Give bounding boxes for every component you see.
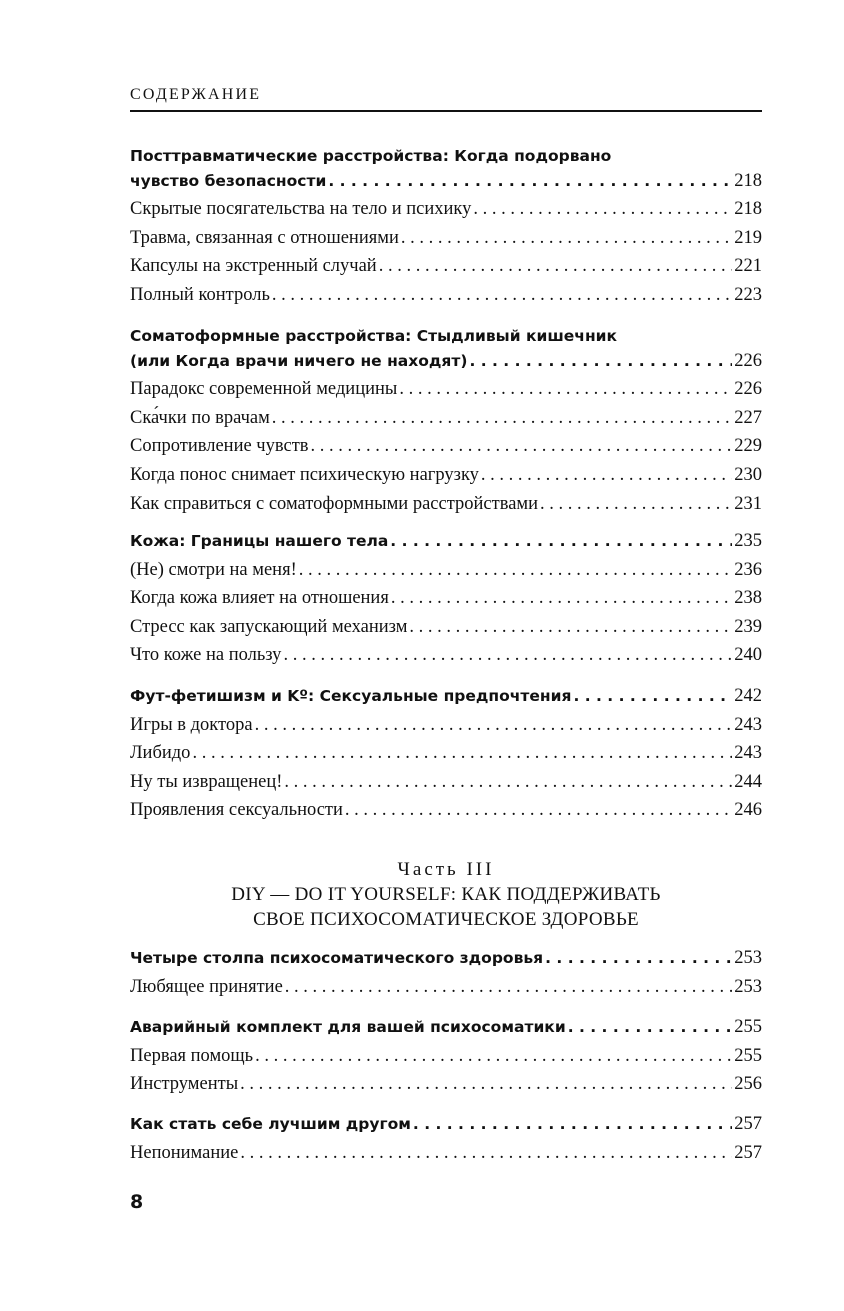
toc-chapter-heading-line1: Соматоформные расстройства: Стыдливый кишечник bbox=[130, 327, 618, 345]
toc-entry-page: 244 bbox=[734, 771, 762, 792]
toc-entry-page: 255 bbox=[734, 1045, 762, 1066]
toc-entry[interactable] bbox=[130, 645, 762, 674]
toc-entry[interactable] bbox=[130, 408, 762, 437]
leader-dots bbox=[545, 949, 732, 967]
toc-entry[interactable] bbox=[130, 465, 762, 494]
leader-dots bbox=[413, 1115, 732, 1133]
part-title-line1: DIY — DO IT YOURSELF: КАК ПОДДЕРЖИВАТЬ bbox=[231, 884, 661, 905]
toc-entry-title: Фут-фетишизм и Kº: Сексуальные предпочтения bbox=[130, 687, 572, 705]
toc-entry[interactable] bbox=[130, 1143, 762, 1172]
leader-dots bbox=[240, 1074, 732, 1095]
toc-entry-page: 235 bbox=[734, 531, 762, 551]
leader-dots bbox=[272, 285, 732, 306]
toc-entry[interactable] bbox=[130, 1074, 762, 1103]
toc-entry-title: Кожа: Границы нашего тела bbox=[130, 532, 389, 550]
toc-chapter-entry[interactable] bbox=[130, 1114, 762, 1143]
toc-entry-page: 238 bbox=[734, 588, 762, 609]
toc-group-four-pillars bbox=[130, 948, 762, 1005]
toc-entry-page: 218 bbox=[734, 170, 762, 191]
page-number: 8 bbox=[130, 1191, 144, 1213]
toc-entry[interactable] bbox=[130, 715, 762, 744]
toc-entry-title: Как справиться с соматоформными расстройствами bbox=[130, 493, 539, 514]
leader-dots bbox=[473, 199, 732, 220]
toc-entry[interactable] bbox=[130, 285, 762, 314]
toc-group-fetish bbox=[130, 686, 762, 829]
toc-entry-page: 227 bbox=[734, 407, 762, 428]
toc-entry-title: Парадокс современной медицины bbox=[130, 379, 398, 400]
toc-entry[interactable] bbox=[130, 617, 762, 646]
toc-entry[interactable] bbox=[130, 560, 762, 589]
toc-entry-title: Игры в доктора bbox=[130, 714, 253, 735]
toc-entry-page: 240 bbox=[734, 645, 762, 666]
toc-entry-title: Инструменты bbox=[130, 1074, 239, 1095]
leader-dots bbox=[284, 772, 732, 793]
toc-entry-page: 253 bbox=[734, 948, 762, 968]
toc-entry-page: 219 bbox=[734, 227, 762, 248]
toc-entry-page: 230 bbox=[734, 464, 762, 485]
leader-dots bbox=[390, 532, 732, 550]
toc-entry-title: Как стать себе лучшим другом bbox=[130, 1115, 411, 1133]
toc-entry[interactable] bbox=[130, 379, 762, 408]
toc-chapter-entry[interactable] bbox=[130, 531, 762, 560]
header-rule bbox=[130, 110, 762, 112]
toc-entry-page: 253 bbox=[734, 976, 762, 997]
toc-entry-title: Когда понос снимает психическую нагрузку bbox=[130, 464, 479, 485]
running-head: СОДЕРЖАНИЕ bbox=[130, 86, 262, 103]
leader-dots bbox=[391, 588, 732, 609]
toc-chapter-entry[interactable] bbox=[130, 351, 762, 380]
leader-dots bbox=[399, 379, 732, 400]
leader-dots bbox=[255, 1046, 732, 1067]
leader-dots bbox=[311, 436, 733, 457]
leader-dots bbox=[192, 743, 732, 764]
leader-dots bbox=[283, 645, 732, 666]
toc-entry-title: Проявления сексуальности bbox=[130, 800, 343, 821]
toc-group-skin bbox=[130, 531, 762, 674]
part-title-line2: СВОЕ ПСИХОСОМАТИЧЕСКОЕ ЗДОРОВЬЕ bbox=[253, 909, 639, 930]
toc-entry-title: Четыре столпа психосоматического здоровья bbox=[130, 949, 544, 967]
toc-entry-title: Аварийный комплект для вашей психосоматики bbox=[130, 1018, 566, 1036]
toc-entry[interactable] bbox=[130, 494, 762, 523]
part-number: Часть III bbox=[397, 859, 495, 880]
leader-dots bbox=[540, 494, 732, 515]
toc-entry-page: 257 bbox=[734, 1142, 762, 1163]
leader-dots bbox=[240, 1143, 732, 1164]
toc-entry-title: Что коже на пользу bbox=[130, 645, 282, 666]
toc-entry-page: 242 bbox=[734, 686, 762, 706]
toc-entry-page: 226 bbox=[734, 379, 762, 400]
toc-entry-page: 256 bbox=[734, 1074, 762, 1095]
toc-entry-page: 231 bbox=[734, 493, 762, 514]
toc-entry-page: 229 bbox=[734, 436, 762, 457]
leader-dots bbox=[401, 228, 732, 249]
toc-entry-page: 246 bbox=[734, 800, 762, 821]
toc-entry-page: 255 bbox=[734, 1017, 762, 1037]
toc-entry-page: 218 bbox=[734, 199, 762, 220]
leader-dots bbox=[573, 687, 732, 705]
toc-group-ptsd bbox=[130, 142, 762, 314]
leader-dots bbox=[285, 977, 732, 998]
toc-entry-title: Скрытые посягательства на тело и психику bbox=[130, 199, 472, 220]
toc-entry[interactable] bbox=[130, 977, 762, 1006]
toc-entry-page: 243 bbox=[734, 743, 762, 764]
toc-entry-title: (или Когда врачи ничего не находят) bbox=[130, 351, 468, 370]
toc-entry-title: Ну ты извращенец! bbox=[130, 771, 283, 792]
toc-chapter-entry[interactable] bbox=[130, 1017, 762, 1046]
part-heading bbox=[130, 858, 762, 932]
toc-chapter-entry[interactable] bbox=[130, 686, 762, 715]
toc-entry[interactable] bbox=[130, 256, 762, 285]
toc-entry-title: (Не) смотри на меня! bbox=[130, 559, 297, 580]
toc-entry-title: Стресс как запускающий механизм bbox=[130, 616, 408, 637]
toc-entry[interactable] bbox=[130, 588, 762, 617]
leader-dots bbox=[568, 1018, 733, 1036]
toc-group-best-friend bbox=[130, 1114, 762, 1171]
toc-entry-page: 239 bbox=[734, 616, 762, 637]
toc-entry-title: Когда кожа влияет на отношения bbox=[130, 588, 389, 609]
toc-entry-title: Первая помощь bbox=[130, 1045, 254, 1066]
leader-dots bbox=[379, 256, 733, 277]
toc-chapter-heading-line1: Посттравматические расстройства: Когда подорвано bbox=[130, 147, 612, 165]
toc-entry-title: чувство безопасности bbox=[130, 171, 327, 190]
toc-entry-page: 257 bbox=[734, 1114, 762, 1134]
toc-entry[interactable] bbox=[130, 1046, 762, 1075]
toc-entry-title: Травма, связанная с отношениями bbox=[130, 227, 399, 248]
leader-dots bbox=[272, 408, 732, 429]
toc-entry-title: Либидо bbox=[130, 743, 191, 764]
toc-entry-page: 236 bbox=[734, 559, 762, 580]
toc-entry[interactable] bbox=[130, 743, 762, 772]
toc-group-somatoform bbox=[130, 322, 762, 522]
toc-group-emergency-kit bbox=[130, 1017, 762, 1103]
toc-entry[interactable] bbox=[130, 800, 762, 829]
leader-dots bbox=[409, 617, 732, 638]
toc-entry[interactable] bbox=[130, 772, 762, 801]
toc-entry-title: Сопротивление чувств bbox=[130, 436, 309, 457]
leader-dots bbox=[345, 800, 732, 821]
toc-entry[interactable] bbox=[130, 436, 762, 465]
toc-entry-page: 226 bbox=[734, 350, 762, 371]
toc-entry-page: 243 bbox=[734, 714, 762, 735]
toc-entry-page: 221 bbox=[734, 256, 762, 277]
leader-dots bbox=[469, 352, 732, 370]
toc-chapter-entry[interactable] bbox=[130, 948, 762, 977]
leader-dots bbox=[255, 715, 733, 736]
toc-entry[interactable] bbox=[130, 228, 762, 257]
leader-dots bbox=[299, 560, 732, 581]
leader-dots bbox=[328, 172, 732, 190]
toc-entry-page: 223 bbox=[734, 284, 762, 305]
toc-entry-title: Капсулы на экстренный случай bbox=[130, 256, 377, 277]
toc-entry[interactable] bbox=[130, 199, 762, 228]
toc-chapter-entry[interactable] bbox=[130, 171, 762, 200]
toc-entry-title: Полный контроль bbox=[130, 284, 270, 305]
toc-entry-title: Любящее принятие bbox=[130, 976, 283, 997]
toc-entry-title: Ска́чки по врачам bbox=[130, 407, 270, 428]
toc-entry-title: Непонимание bbox=[130, 1142, 239, 1163]
leader-dots bbox=[481, 465, 732, 486]
